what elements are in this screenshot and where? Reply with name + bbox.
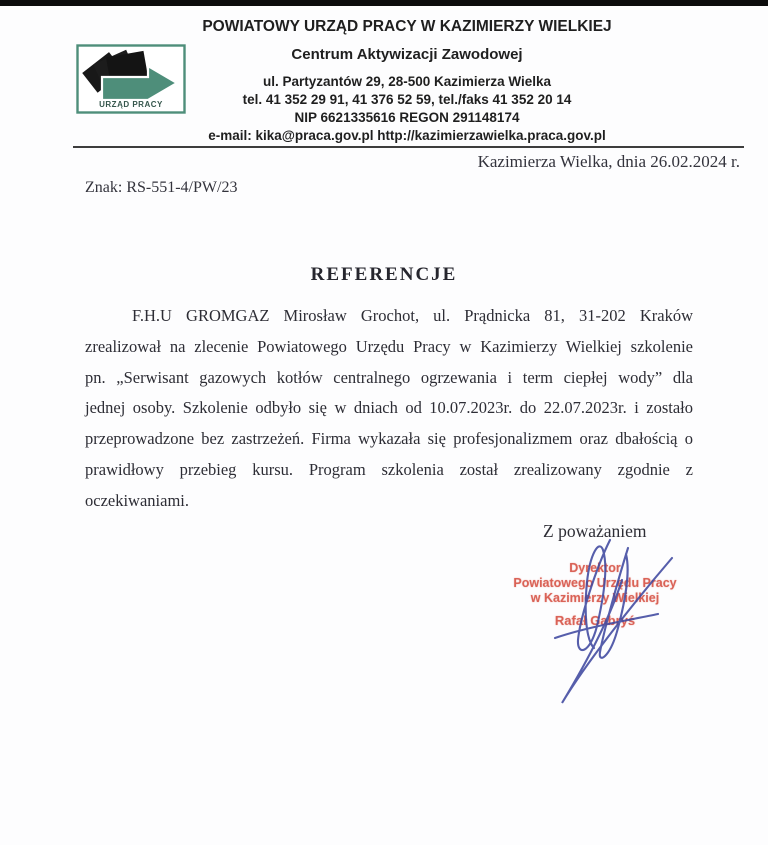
stamp-line-city: w Kazimierzy Wielkiej (530, 591, 660, 605)
reference-number: Znak: RS-551-4/PW/23 (85, 179, 238, 196)
letterhead (190, 17, 624, 145)
stamp-line-office: Powiatowego Urzędu Pracy (513, 576, 677, 590)
letterhead-divider (73, 146, 744, 148)
scan-top-edge (0, 0, 768, 6)
place-and-date: Kazimierza Wielka, dnia 26.02.2024 r. (477, 152, 740, 171)
stamp-director-name: Rafał Gabryś (554, 613, 636, 628)
urzad-pracy-logo-caption: URZĄD PRACY (99, 100, 163, 109)
closing-phrase: Z poważaniem (543, 521, 647, 541)
org-contact: e-mail: kika@praca.gov.pl http://kazimierzawielka.praca.gov.pl (208, 128, 606, 143)
org-department: Centrum Aktywizacji Zawodowej (291, 46, 523, 63)
org-registry-ids: NIP 6621335616 REGON 291148174 (294, 110, 520, 125)
document-title: REFERENCJE (310, 264, 458, 285)
org-address: ul. Partyzantów 29, 28-500 Kazimierza Wielka (262, 74, 551, 89)
handwritten-signature (500, 538, 700, 710)
body-paragraph: F.H.U GROMGAZ Mirosław Grochot, ul. Prądnicka 81, 31-202 Kraków zrealizował na zlecenie Powiatowego Urzędu Pracy w Kazimierzy Wielkiej szkolenie pn. „Serwisant gazowych kotłów centralnego ogrzewania i term ciepłej wody” dla jednej osoby. Szkolenie odbyło się w dniach od 10.07.2023r. do 22.07.2023r. i zostało przeprowadzone bez zastrzeżeń. Firma wykazała się profesjonalizmem oraz dbałością o prawidłowy przebieg kursu. Program szkolenia został zrealizowany zgodnie z oczekiwaniami. (85, 306, 693, 510)
urzad-pracy-logo (76, 44, 186, 114)
org-phones: tel. 41 352 29 91, 41 376 52 59, tel./faks 41 352 20 14 (242, 92, 572, 107)
stamp-line-title: Dyrektor (569, 561, 621, 575)
org-name: POWIATOWY URZĄD PRACY W KAZIMIERZY WIELKIEJ (202, 18, 612, 35)
